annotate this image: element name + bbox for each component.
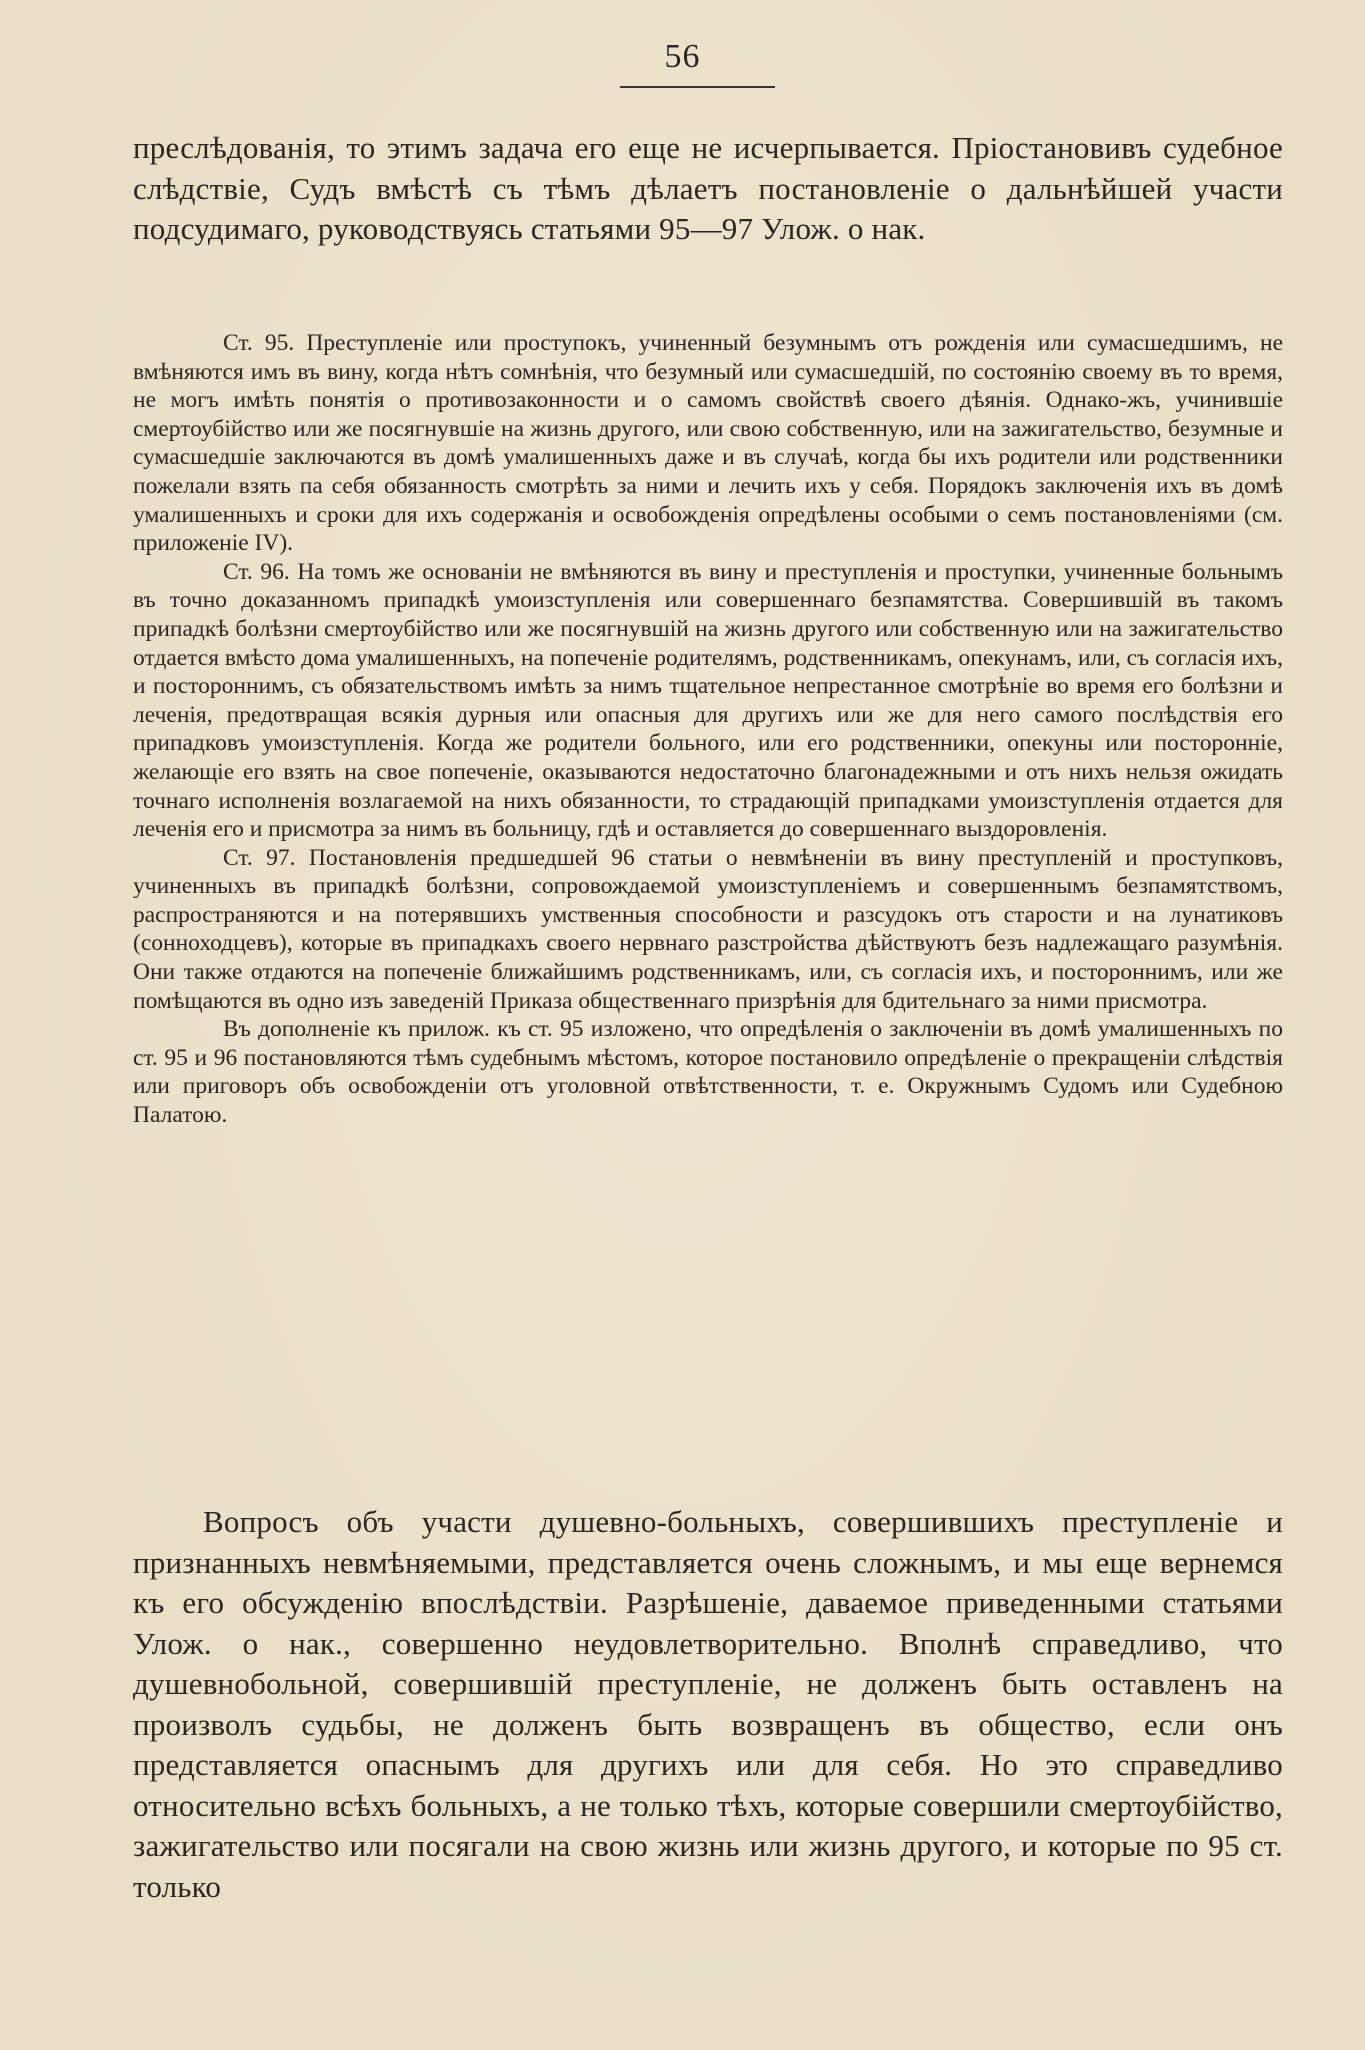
page-number-rule bbox=[620, 86, 775, 88]
article-95: Ст. 95. Преступленіе или проступокъ, учиненный безумнымъ отъ рожденія или сумасшедшимъ, не вмѣняются имъ въ вину, когда нѣтъ сомнѣнія, что безумный или сумасшедшій, по состоянію своему въ то время, не могъ имѣть понятія о противозаконности и о самомъ свойствѣ своего дѣянія. Однако-жъ, учинившіе смертоубійство или же посягнувшіе на жизнь другого, или свою собственную, или на зажигательство, безумные и сумасшедшіе заключаются въ домѣ умалишенныхъ даже и въ случаѣ, когда бы ихъ родители или родственники пожелали взять па себя обязанность смотрѣть за ними и лечить ихъ у себя. Порядокъ заключенія ихъ въ домѣ умалишенныхъ и сроки для ихъ содержанія и освобожденія опредѣлены особыми о семъ постановленіями (см. приложеніе IV). bbox=[133, 330, 1283, 557]
paragraph-text: преслѣдованія, то этимъ задача его еще не исчерпывается. Пріостановивъ судебное слѣдствіе, Судъ вмѣстѣ съ тѣмъ дѣлаетъ постановленіе о дальнѣйшей участи подсудимаго, руководствуясь статьями 95—97 Улож. о нак. bbox=[133, 130, 1283, 246]
article-97: Ст. 97. Постановленія предшедшей 96 статьи о невмѣненіи въ вину преступленій и проступковъ, учиненныхъ въ припадкѣ болѣзни, сопровождаемой умоизступленіемъ и совершеннымъ безпамятствомъ, распространяются и на потерявшихъ умственныя способности и разсудокъ отъ старости и на лунатиковъ (сонноходцевъ), которые въ припадкахъ своего нервнаго разстройства дѣйствуютъ безъ надлежащаго разумѣнія. Они также отдаются на попеченіе ближайшимъ родственникамъ, или, съ согласія ихъ, и постороннимъ, или же помѣщаются въ одно изъ заведеній Приказа общественнаго призрѣнія для бдительнаго за ними присмотра. bbox=[133, 844, 1283, 1014]
body-paragraph-bottom bbox=[133, 1502, 1283, 1907]
article-96: Ст. 96. На томъ же основаніи не вмѣняются въ вину и преступленія и проступки, учиненные больнымъ въ точно доказанномъ припадкѣ умоизступленія или совершеннаго безпамятства. Совершившій въ такомъ припадкѣ болѣзни смертоубійство или же посягнувшій на жизнь другого или собственную или на зажигательство отдается вмѣсто дома умалишенныхъ, на попеченіе родителямъ, родственникамъ, опекунамъ, или, съ согласія ихъ, и постороннимъ, съ обязательствомъ имѣть за нимъ тщательное непрестанное смотрѣніе во время его болѣзни и леченія, предотвращая всякія дурныя или опасныя для другихъ или же для него самого послѣдствія его припадковъ умоизступленія. Когда же родители больного, или его родственники, опекуны или посторонніе, желающіе его взять на свое попеченіе, оказываются недостаточно благонадежными и отъ нихъ нельзя ожидать точнаго исполненія возлагаемой на нихъ обязанности, то страдающій припадками умоизступленія отдается для леченія его и присмотра за нимъ въ больницу, гдѣ и оставляется до совершеннаго выздоровленія. bbox=[133, 558, 1283, 843]
page-number: 56 bbox=[664, 38, 701, 75]
law-articles-block bbox=[133, 329, 1283, 1130]
paragraph-text: Вопросъ объ участи душевно-больныхъ, совершившихъ преступленіе и признанныхъ невмѣняемыми, представляется очень сложнымъ, и мы еще вернемся къ его обсужденію впослѣдствіи. Разрѣшеніе, даваемое приведенными статьями Улож. о нак., совершенно неудовлетворительно. Вполнѣ справедливо, что душевнобольной, совершившій преступленіе, не долженъ быть оставленъ на произволъ судьбы, не долженъ быть возвращенъ въ общество, если онъ представляется опаснымъ для другихъ или для себя. Но это справедливо относительно всѣхъ больныхъ, а не только тѣхъ, которые совершили смертоубійство, зажигательство или посягали на свою жизнь или жизнь другого, и которые по 95 ст. только bbox=[133, 1504, 1283, 1904]
article-supplement: Въ дополненіе къ прилож. къ ст. 95 изложено, что опредѣленія о заключеніи въ домѣ умалишенныхъ по ст. 95 и 96 постановляются тѣмъ судебнымъ мѣстомъ, которое постановило опредѣленіе о прекращеніи слѣдствія или приговоръ объ освобожденіи отъ уголовной отвѣтственности, т. е. Окружнымъ Судомъ или Судебною Палатою. bbox=[133, 1016, 1283, 1129]
body-paragraph-top bbox=[133, 128, 1283, 250]
